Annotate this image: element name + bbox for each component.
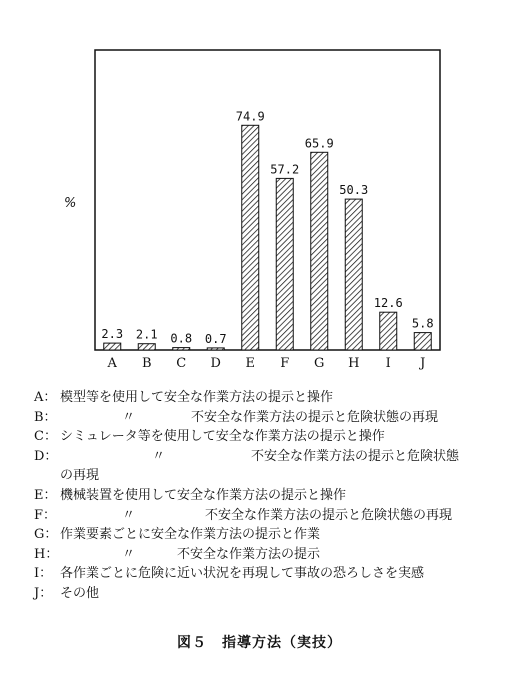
category-label-B: B bbox=[141, 356, 152, 371]
category-label-F: F bbox=[280, 356, 290, 371]
legend-key: B： bbox=[34, 409, 57, 425]
legend-text: シミュレータ等を使用して安全な作業方法の提示と操作 bbox=[60, 429, 385, 445]
legend-key bbox=[34, 466, 60, 486]
legend-key: I： bbox=[34, 566, 53, 582]
bar-B bbox=[138, 344, 155, 350]
value-label-F: 57.2 bbox=[270, 162, 300, 177]
legend-row bbox=[34, 525, 504, 545]
legend-row bbox=[34, 564, 504, 584]
category-label-J: J bbox=[420, 356, 426, 371]
legend-text: 不安全な作業方法の提示 bbox=[177, 546, 321, 562]
legend-row bbox=[34, 447, 504, 467]
category-label-C: C bbox=[176, 356, 187, 371]
legend-row bbox=[34, 545, 504, 565]
bar-E bbox=[242, 125, 259, 350]
legend-text: 不安全な作業方法の提示と危険状態の再現 bbox=[205, 507, 453, 523]
category-legend bbox=[34, 388, 504, 604]
legend-key: A： bbox=[34, 390, 57, 405]
value-label-H: 50.3 bbox=[339, 183, 369, 198]
category-label-D: D bbox=[210, 356, 221, 371]
legend-text: 各作業ごとに危険に近い状況を再現して事故の恐ろしさを実感 bbox=[60, 566, 425, 582]
legend-key: E： bbox=[34, 487, 57, 503]
value-label-A: 2.3 bbox=[101, 327, 124, 342]
legend-row bbox=[34, 584, 504, 604]
legend-text: 作業要素ごとに安全な作業方法の提示と作業 bbox=[60, 527, 321, 543]
category-label-H: H bbox=[348, 356, 360, 371]
figure-caption: 図５ 指導方法（実技） bbox=[177, 635, 342, 651]
legend-text: 模型等を使用して安全な作業方法の提示と操作 bbox=[60, 390, 334, 405]
legend-key: G： bbox=[34, 527, 58, 543]
legend-text: 機械装置を使用して安全な作業方法の提示と操作 bbox=[60, 487, 347, 503]
category-label-I: I bbox=[385, 356, 391, 371]
value-label-I: 12.6 bbox=[373, 296, 403, 311]
bar-A bbox=[104, 343, 121, 350]
legend-row bbox=[34, 506, 504, 526]
legend-text: 不安全な作業方法の提示と危険状態の再現 bbox=[191, 409, 439, 425]
legend-key: D： bbox=[34, 448, 58, 464]
legend-row bbox=[34, 466, 504, 486]
value-label-C: 0.8 bbox=[170, 331, 193, 346]
legend-row bbox=[34, 427, 504, 447]
value-label-D: 0.7 bbox=[204, 331, 227, 346]
legend-row bbox=[34, 408, 504, 428]
legend-text: その他 bbox=[60, 585, 100, 601]
bar-F bbox=[276, 178, 293, 350]
legend-key: C： bbox=[34, 429, 57, 445]
legend-row bbox=[34, 388, 504, 408]
value-label-J: 5.8 bbox=[411, 316, 434, 331]
bar-C bbox=[173, 348, 190, 350]
value-label-E: 74.9 bbox=[235, 109, 265, 124]
legend-row bbox=[34, 486, 504, 506]
legend-ditto-mark: 〃 bbox=[152, 448, 166, 464]
value-label-B: 2.1 bbox=[135, 327, 158, 342]
bar-D bbox=[207, 348, 224, 350]
legend-key: J： bbox=[34, 585, 53, 601]
category-label-G: G bbox=[314, 356, 325, 371]
category-label-A: A bbox=[107, 356, 117, 371]
legend-key: H： bbox=[34, 546, 59, 562]
bar-H bbox=[345, 199, 362, 350]
bar-I bbox=[380, 312, 397, 350]
legend-ditto-mark: 〃 bbox=[122, 546, 136, 562]
legend-ditto-mark: 〃 bbox=[122, 409, 136, 425]
category-label-E: E bbox=[245, 356, 255, 371]
bar-J bbox=[414, 333, 431, 350]
bar-G bbox=[311, 152, 328, 350]
legend-text: の再現 bbox=[60, 468, 100, 484]
legend-text: 不安全な作業方法の提示と危険状態 bbox=[251, 448, 460, 464]
value-label-G: 65.9 bbox=[304, 136, 334, 151]
legend-ditto-mark: 〃 bbox=[122, 507, 136, 523]
legend-key: F： bbox=[34, 507, 57, 523]
y-axis-label: % bbox=[64, 196, 77, 211]
